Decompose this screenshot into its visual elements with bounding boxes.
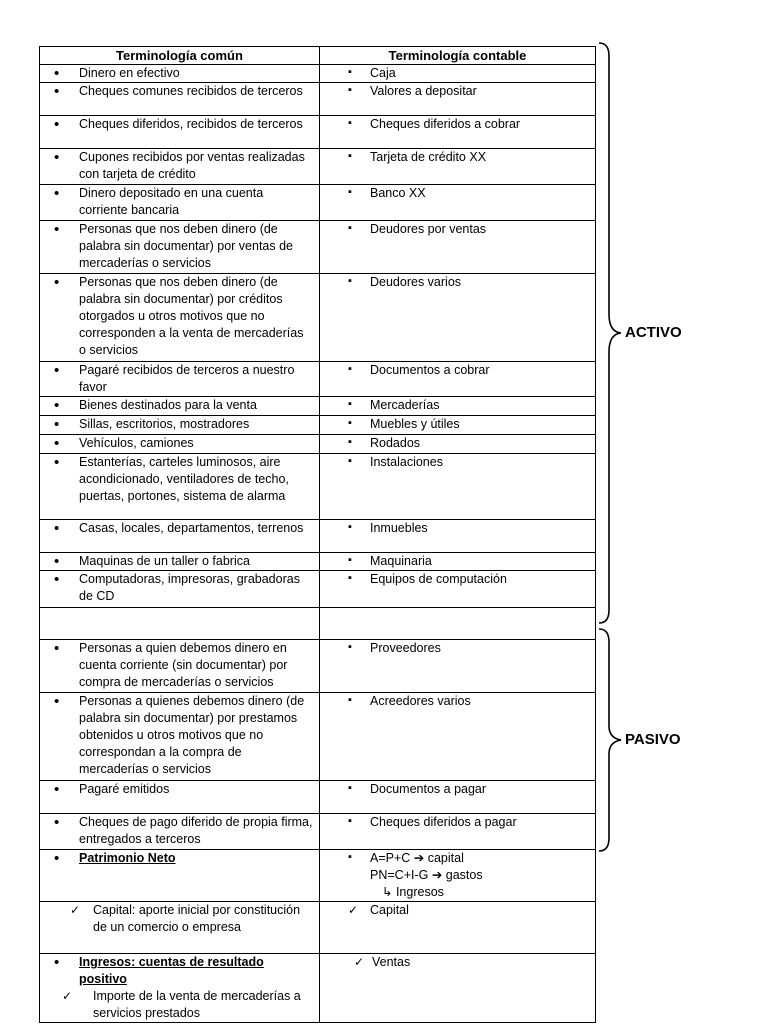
activo-label: ACTIVO bbox=[625, 324, 682, 341]
table-row bbox=[40, 435, 596, 454]
bullet-icon: • bbox=[54, 435, 60, 452]
pasivo-label: PASIVO bbox=[625, 731, 681, 748]
bullet-icon: • bbox=[54, 520, 60, 537]
ventas-label: Ventas bbox=[372, 955, 411, 969]
square-bullet-icon: ▪ bbox=[348, 641, 352, 653]
capital-acc: Capital bbox=[370, 903, 409, 917]
table-row bbox=[40, 781, 596, 814]
accounting-term: Deudores por ventas bbox=[370, 222, 487, 236]
header-accounting: Terminología contable bbox=[320, 47, 596, 65]
ingresos-label: Ingresos: cuentas de resultado positivo bbox=[79, 955, 264, 986]
check-icon: ✓ bbox=[62, 989, 73, 1003]
square-bullet-icon: ▪ bbox=[348, 521, 352, 533]
square-bullet-icon: ▪ bbox=[348, 275, 352, 287]
common-term: Sillas, escritorios, mostradores bbox=[79, 417, 250, 431]
common-cell bbox=[40, 781, 320, 814]
bullet-icon: • bbox=[54, 416, 60, 433]
accounting-cell bbox=[320, 781, 596, 814]
common-cell bbox=[40, 185, 320, 221]
common-term: Personas a quien debemos dinero en cuenta corriente (sin documentar) por compra de mercaderías o servicios bbox=[79, 641, 288, 689]
accounting-term: Proveedores bbox=[370, 641, 441, 655]
table-row bbox=[40, 362, 596, 397]
common-term: Maquinas de un taller o fabrica bbox=[79, 554, 250, 568]
table-row bbox=[40, 571, 596, 608]
common-term: Dinero en efectivo bbox=[79, 66, 180, 80]
table-row bbox=[40, 185, 596, 221]
accounting-cell bbox=[320, 553, 596, 571]
common-term: Bienes destinados para la venta bbox=[79, 398, 257, 412]
accounting-cell bbox=[320, 149, 596, 185]
common-term: Personas que nos deben dinero (de palabra sin documentar) por ventas de mercaderías o servicios bbox=[79, 222, 294, 270]
square-bullet-icon: ▪ bbox=[348, 436, 352, 448]
square-bullet-icon: ▪ bbox=[348, 186, 352, 198]
common-term: Computadoras, impresoras, grabadoras de CD bbox=[79, 572, 300, 603]
accounting-term: Maquinaria bbox=[370, 554, 432, 568]
accounting-term: Muebles y útiles bbox=[370, 417, 460, 431]
square-bullet-icon: ▪ bbox=[348, 851, 352, 863]
common-cell bbox=[40, 693, 320, 781]
patrimonio-label: Patrimonio Neto bbox=[79, 851, 176, 865]
bullet-icon: • bbox=[54, 553, 60, 570]
square-bullet-icon: ▪ bbox=[348, 117, 352, 129]
common-cell bbox=[40, 65, 320, 83]
common-cell bbox=[40, 520, 320, 553]
common-cell bbox=[40, 274, 320, 362]
table-row bbox=[40, 520, 596, 553]
square-bullet-icon: ▪ bbox=[348, 222, 352, 234]
accounting-cell bbox=[320, 65, 596, 83]
header-common: Terminología común bbox=[40, 47, 320, 65]
table-row bbox=[40, 149, 596, 185]
bullet-icon: • bbox=[54, 640, 60, 657]
accounting-cell bbox=[320, 362, 596, 397]
accounting-term: Deudores varios bbox=[370, 275, 462, 289]
bullet-icon: • bbox=[54, 149, 60, 166]
bullet-icon: • bbox=[54, 850, 60, 867]
ingresos-desc: Importe de la venta de mercaderías a servicios prestados bbox=[93, 989, 301, 1020]
capital-row bbox=[40, 902, 596, 954]
common-term: Estanterías, carteles luminosos, aire acondicionado, ventiladores de techo, puertas, portones, sistema de alarma bbox=[79, 455, 289, 503]
accounting-cell bbox=[320, 454, 596, 520]
accounting-term: Acreedores varios bbox=[370, 694, 471, 708]
accounting-term: Valores a depositar bbox=[370, 84, 477, 98]
common-term: Pagaré emitidos bbox=[79, 782, 170, 796]
bullet-icon: • bbox=[54, 571, 60, 588]
bullet-icon: • bbox=[54, 454, 60, 471]
common-term: Vehículos, camiones bbox=[79, 436, 194, 450]
common-cell bbox=[40, 454, 320, 520]
ingresos-row bbox=[40, 954, 596, 1023]
accounting-cell bbox=[320, 274, 596, 362]
square-bullet-icon: ▪ bbox=[348, 455, 352, 467]
common-cell bbox=[40, 571, 320, 608]
accounting-cell bbox=[320, 814, 596, 850]
common-term: Cupones recibidos por ventas realizadas con tarjeta de crédito bbox=[79, 150, 305, 181]
bullet-icon: • bbox=[54, 185, 60, 202]
bullet-icon: • bbox=[54, 397, 60, 414]
common-term: Casas, locales, departamentos, terrenos bbox=[79, 521, 304, 535]
check-icon: ✓ bbox=[354, 955, 365, 969]
square-bullet-icon: ▪ bbox=[348, 150, 352, 162]
table-row bbox=[40, 397, 596, 416]
accounting-term: Banco XX bbox=[370, 186, 426, 200]
accounting-cell bbox=[320, 221, 596, 274]
accounting-term: Tarjeta de crédito XX bbox=[370, 150, 487, 164]
common-cell bbox=[40, 221, 320, 274]
table-row bbox=[40, 65, 596, 83]
accounting-terms-table bbox=[39, 46, 596, 1023]
accounting-term: Inmuebles bbox=[370, 521, 428, 535]
bullet-icon: • bbox=[54, 83, 60, 100]
bullet-icon: • bbox=[54, 954, 60, 971]
table-row bbox=[40, 640, 596, 693]
square-bullet-icon: ▪ bbox=[348, 417, 352, 429]
bullet-icon: • bbox=[54, 116, 60, 133]
square-bullet-icon: ▪ bbox=[348, 782, 352, 794]
common-cell bbox=[40, 608, 320, 640]
formula-3: ↳ Ingresos bbox=[382, 885, 444, 899]
common-cell bbox=[40, 362, 320, 397]
accounting-term: Instalaciones bbox=[370, 455, 443, 469]
common-cell bbox=[40, 83, 320, 116]
square-bullet-icon: ▪ bbox=[348, 398, 352, 410]
accounting-cell bbox=[320, 397, 596, 416]
bullet-icon: • bbox=[54, 781, 60, 798]
accounting-cell bbox=[320, 83, 596, 116]
capital-desc: Capital: aporte inicial por constitución de un comercio o empresa bbox=[93, 903, 301, 934]
pasivo-brace-icon bbox=[597, 628, 625, 852]
common-term: Pagaré recibidos de terceros a nuestro favor bbox=[79, 363, 295, 394]
common-term: Cheques comunes recibidos de terceros bbox=[79, 84, 303, 98]
accounting-term: Documentos a pagar bbox=[370, 782, 487, 796]
accounting-cell bbox=[320, 116, 596, 149]
formula-2: PN=C+I-G ➔ gastos bbox=[370, 868, 483, 882]
accounting-term: Equipos de computación bbox=[370, 572, 507, 586]
square-bullet-icon: ▪ bbox=[348, 84, 352, 96]
accounting-cell bbox=[320, 435, 596, 454]
table-row bbox=[40, 553, 596, 571]
header-row bbox=[40, 47, 596, 65]
accounting-cell bbox=[320, 185, 596, 221]
table-row bbox=[40, 274, 596, 362]
common-cell bbox=[40, 814, 320, 850]
patrimonio-row bbox=[40, 850, 596, 902]
check-icon: ✓ bbox=[348, 903, 359, 917]
accounting-cell bbox=[320, 640, 596, 693]
table-row bbox=[40, 814, 596, 850]
table-row bbox=[40, 454, 596, 520]
bullet-icon: • bbox=[54, 65, 60, 82]
square-bullet-icon: ▪ bbox=[348, 815, 352, 827]
accounting-term: Caja bbox=[370, 66, 396, 80]
bullet-icon: • bbox=[54, 814, 60, 831]
accounting-cell bbox=[320, 608, 596, 640]
bullet-icon: • bbox=[54, 274, 60, 291]
bullet-icon: • bbox=[54, 693, 60, 710]
common-cell bbox=[40, 149, 320, 185]
common-cell bbox=[40, 397, 320, 416]
square-bullet-icon: ▪ bbox=[348, 694, 352, 706]
accounting-term: Cheques diferidos a pagar bbox=[370, 815, 517, 829]
accounting-term: Mercaderías bbox=[370, 398, 440, 412]
bullet-icon: • bbox=[54, 362, 60, 379]
accounting-cell bbox=[320, 693, 596, 781]
common-cell bbox=[40, 116, 320, 149]
accounting-cell bbox=[320, 520, 596, 553]
common-cell bbox=[40, 435, 320, 454]
common-term: Cheques de pago diferido de propia firma, entregados a terceros bbox=[79, 815, 313, 846]
accounting-term: Rodados bbox=[370, 436, 421, 450]
common-term: Personas que nos deben dinero (de palabra sin documentar) por créditos otorgados u otros motivos que no corresponden a la venta de mercaderías o servicios bbox=[79, 275, 304, 357]
accounting-term: Documentos a cobrar bbox=[370, 363, 490, 377]
common-term: Cheques diferidos, recibidos de terceros bbox=[79, 117, 303, 131]
square-bullet-icon: ▪ bbox=[348, 572, 352, 584]
accounting-cell bbox=[320, 571, 596, 608]
accounting-cell bbox=[320, 416, 596, 435]
table-row bbox=[40, 416, 596, 435]
square-bullet-icon: ▪ bbox=[348, 66, 352, 78]
check-icon: ✓ bbox=[70, 903, 81, 917]
table-row bbox=[40, 693, 596, 781]
square-bullet-icon: ▪ bbox=[348, 554, 352, 566]
accounting-term: Cheques diferidos a cobrar bbox=[370, 117, 521, 131]
square-bullet-icon: ▪ bbox=[348, 363, 352, 375]
common-term: Personas a quienes debemos dinero (de palabra sin documentar) por prestamos obtenidos u otros motivos que no correspondan a la compra de mercaderías o servicios bbox=[79, 694, 305, 776]
table-row bbox=[40, 608, 596, 640]
common-cell bbox=[40, 553, 320, 571]
formula-1: A=P+C ➔ capital bbox=[370, 851, 464, 865]
activo-brace-icon bbox=[597, 42, 625, 624]
common-term: Dinero depositado en una cuenta corriente bancaria bbox=[79, 186, 264, 217]
common-cell bbox=[40, 416, 320, 435]
table-row bbox=[40, 221, 596, 274]
table-row bbox=[40, 83, 596, 116]
table-row bbox=[40, 116, 596, 149]
bullet-icon: • bbox=[54, 221, 60, 238]
common-cell bbox=[40, 640, 320, 693]
